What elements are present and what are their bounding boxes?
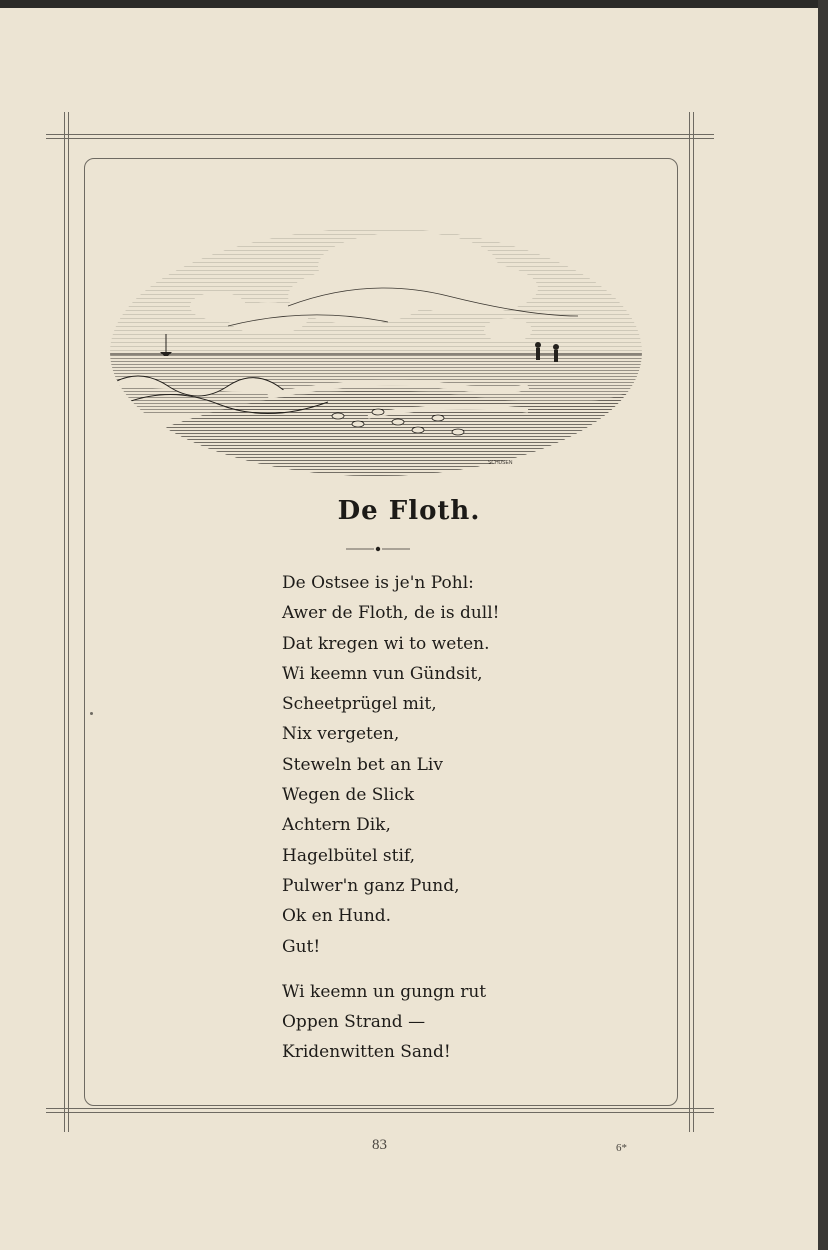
page-number: 83 [372,1137,387,1153]
poem-line: Stewеln bet an Liv [282,754,443,775]
frame-rule-bottom-1 [46,1108,714,1109]
poem-line: Achtern Dik, [282,815,391,836]
poem-line: Dat kregen wi to weten. [282,633,490,654]
poem-line: Wi keemn vun Gündsit, [282,663,483,684]
signature-mark: 6* [616,1142,627,1154]
engraver-signature: SCHUSEN [488,460,513,466]
poem-line: Scheetprügel mit, [282,694,437,715]
poem-line: Pulwer'n ganz Pund, [282,875,460,896]
poem-line: Gut! [282,936,321,957]
page-edge [818,0,828,1250]
poem-title: De Floth. [337,496,481,526]
frame-rule-top-1 [46,134,714,135]
poem-line: De Ostsee is je'n Pohl: [282,573,474,593]
poem-line: Wegen de Slick [282,785,415,806]
poem-line: Awer de Floth, de is dull! [282,603,500,624]
title-ornament [346,544,410,554]
poem-body [282,568,702,1068]
poem-line: Ok en Hund. [282,906,392,927]
poem-line: Kridenwitten Sand! [282,1042,451,1063]
book-page [0,8,818,1250]
stanza-gap [282,962,702,977]
stanza-1 [282,568,702,962]
stanza-2 [282,977,702,1068]
frame-rule-bottom-2 [46,1112,714,1113]
coast-engraving-illustration [108,226,644,478]
poem-line: Nix vergeten, [282,724,400,745]
frame-rule-top-2 [46,138,714,139]
poem-line: Wi keemn un gungn rut [282,981,487,1002]
poem-line: Hagelbütel stif, [282,845,415,866]
frame-rule-left-2 [68,112,69,1132]
poem-line: Oppen Strand — [282,1012,426,1033]
frame-rule-left-1 [64,112,65,1132]
margin-speck [90,712,93,715]
